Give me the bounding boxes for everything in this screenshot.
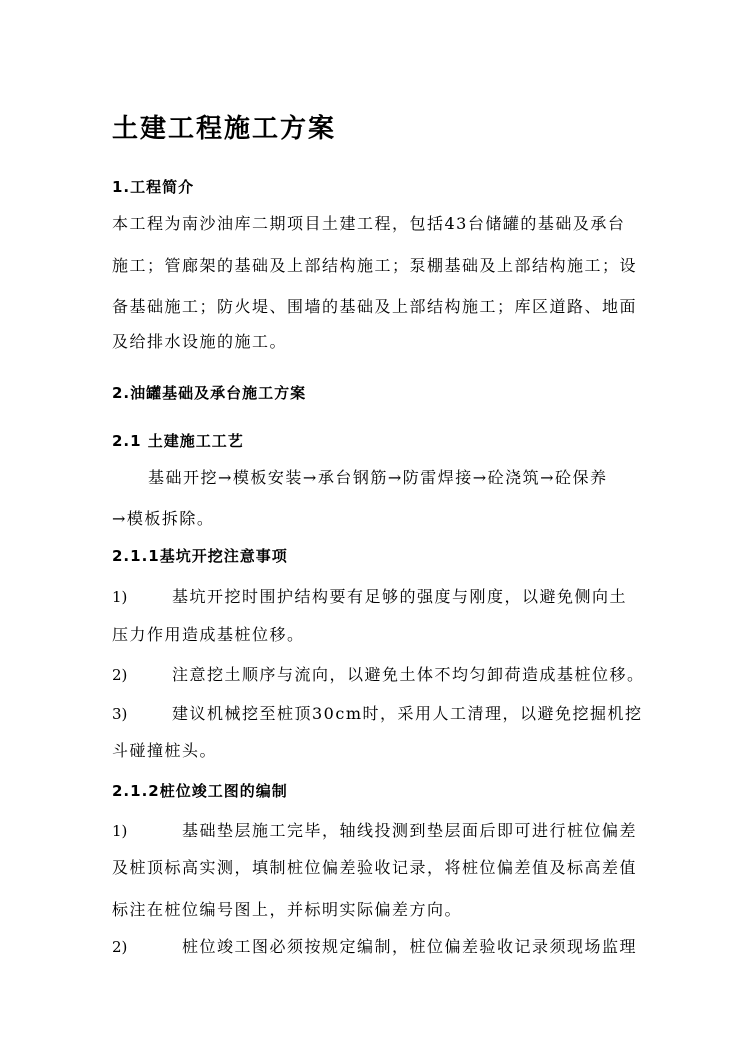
list-item-text: 建议机械挖至桩顶30cm时，采用人工清理，以避免挖掘机挖 (172, 704, 643, 723)
section-2-heading: 2.油罐基础及承台施工方案 (112, 384, 307, 402)
list-item-text: 压力作用造成基桩位移。 (112, 625, 305, 644)
section-2-1-2-heading: 2.1.2桩位竣工图的编制 (112, 782, 288, 800)
list-item-number: 3) (112, 705, 128, 723)
section-1-heading: 1.工程简介 (112, 178, 195, 196)
list-item-text: 斗碰撞桩头。 (112, 741, 218, 760)
list-item-text: 基础垫层施工完毕，轴线投测到垫层面后即可进行桩位偏差 (182, 821, 638, 840)
section-2-1-heading: 2.1 土建施工工艺 (112, 432, 244, 450)
list-item-number: 2) (112, 938, 128, 956)
list-item-number: 1) (112, 588, 128, 606)
document-title: 土建工程施工方案 (112, 114, 337, 144)
section-1-paragraph-line: 施工；管廊架的基础及上部结构施工；泵棚基础及上部结构施工；设 (112, 256, 638, 275)
list-item-number: 1) (112, 822, 128, 840)
process-flow-line: →模板拆除。 (112, 509, 215, 528)
list-item-text: 桩位竣工图必须按规定编制，桩位偏差验收记录须现场监理 (182, 937, 638, 956)
section-1-paragraph-line: 及给排水设施的施工。 (112, 332, 288, 351)
section-1-paragraph-line: 本工程为南沙油库二期项目土建工程，包括43台储罐的基础及承台 (112, 214, 626, 233)
list-item-text: 标注在桩位编号图上，并标明实际偏差方向。 (112, 900, 463, 919)
list-item-text: 注意挖土顺序与流向，以避免土体不均匀卸荷造成基桩位移。 (172, 665, 645, 684)
list-item-number: 2) (112, 666, 128, 684)
section-1-paragraph-line: 备基础施工；防火堤、围墙的基础及上部结构施工；库区道路、地面 (112, 297, 638, 316)
section-2-1-1-heading: 2.1.1基坑开挖注意事项 (112, 547, 288, 565)
list-item-text: 基坑开挖时围护结构要有足够的强度与刚度，以避免侧向土 (172, 587, 628, 606)
process-flow-line: 基础开挖→模板安装→承台钢筋→防雷焊接→砼浇筑→砼保养 (148, 468, 608, 487)
list-item-text: 及桩顶标高实测，填制桩位偏差验收记录，将桩位偏差值及标高差值 (112, 858, 638, 877)
